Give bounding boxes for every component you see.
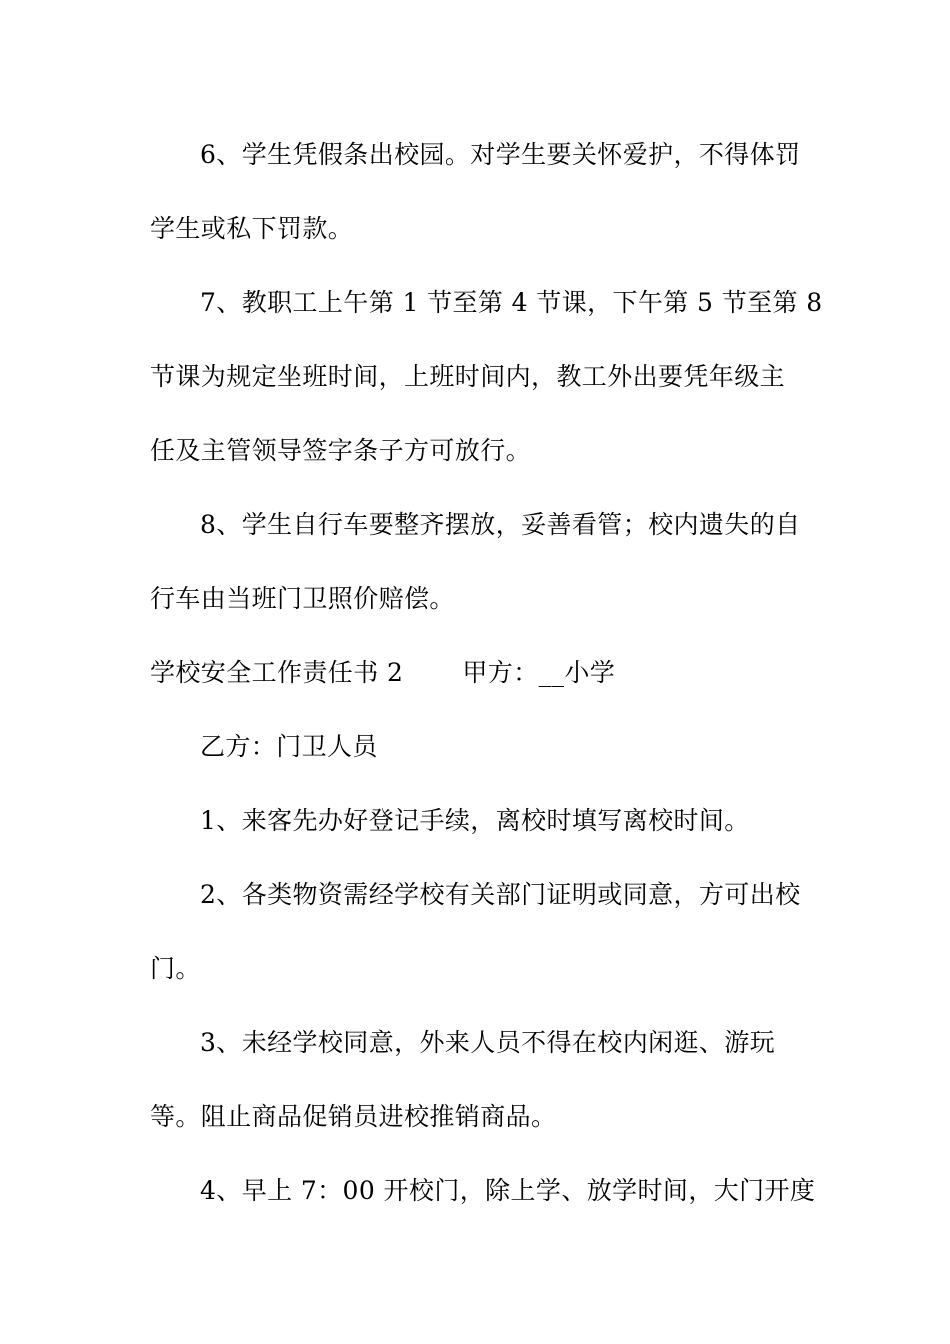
party-b-line: 乙方：门卫人员 [200, 732, 378, 761]
paragraph-7-line-2: 节课为规定坐班时间，上班时间内，教工外出要凭年级主 [150, 362, 786, 391]
paragraph-6-line-2: 学生或私下罚款。 [150, 214, 354, 243]
rule-2-line-1: 2、各类物资需经学校有关部门证明或同意，方可出校 [200, 880, 801, 909]
paragraph-8-line-1: 8、学生自行车要整齐摆放，妥善看管；校内遗失的自 [200, 510, 801, 539]
section-heading: 学校安全工作责任书 2 甲方：__小学 [150, 658, 616, 687]
rule-1-line-1: 1、来客先办好登记手续，离校时填写离校时间。 [200, 806, 750, 835]
rule-3-line-2: 等。阻止商品促销员进校推销商品。 [150, 1102, 557, 1131]
rule-2-line-2: 门。 [150, 954, 201, 983]
paragraph-6-line-1: 6、学生凭假条出校园。对学生要关怀爱护，不得体罚 [200, 140, 801, 169]
paragraph-8-line-2: 行车由当班门卫照价赔偿。 [150, 584, 455, 613]
paragraph-7-line-1: 7、教职工上午第 1 节至第 4 节课，下午第 5 节至第 8 [200, 288, 823, 317]
rule-4-line-1: 4、早上 7：00 开校门，除上学、放学时间，大门开度 [200, 1176, 816, 1205]
rule-3-line-1: 3、未经学校同意，外来人员不得在校内闲逛、游玩 [200, 1028, 776, 1057]
paragraph-7-line-3: 任及主管领导签字条子方可放行。 [150, 436, 532, 465]
